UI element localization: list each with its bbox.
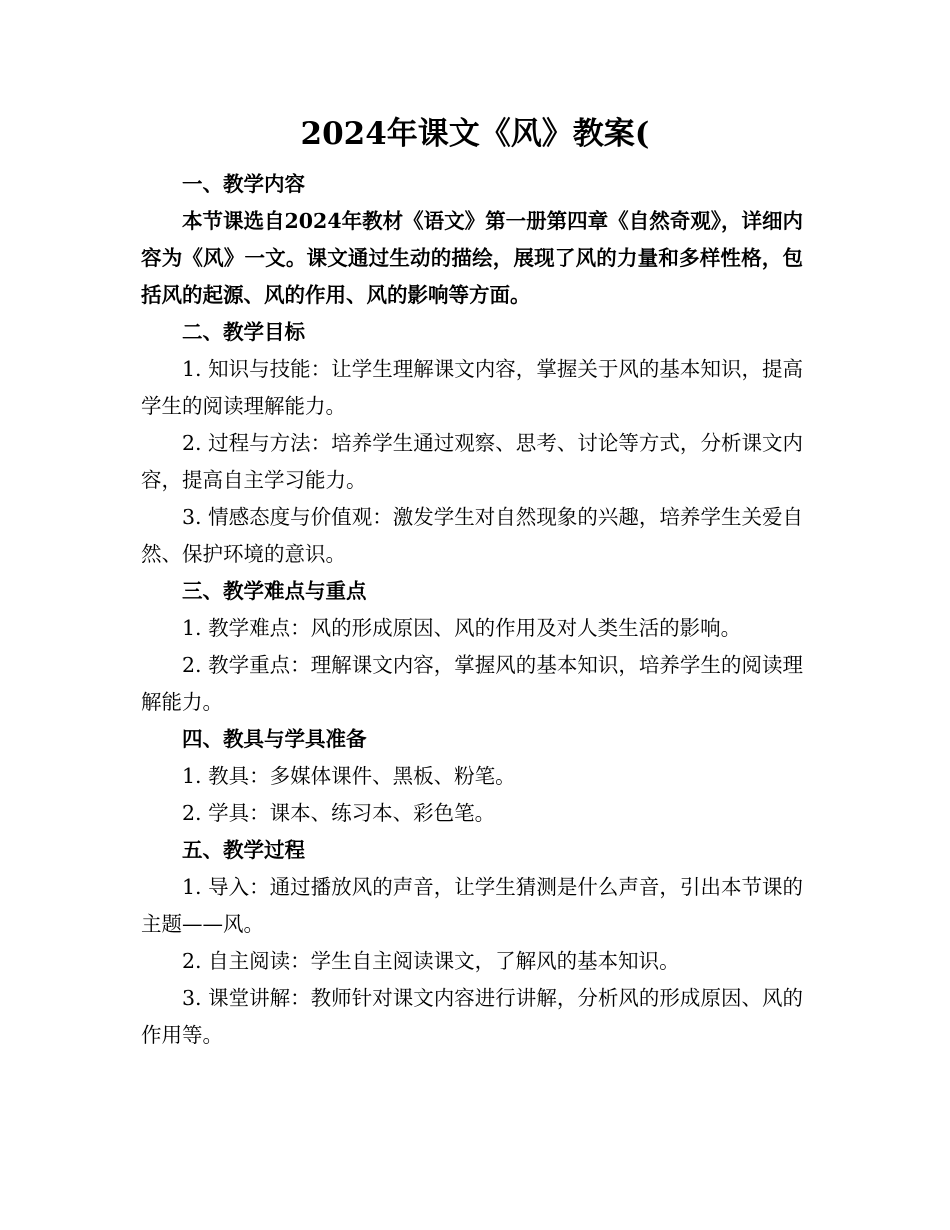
process-step: 3. 课堂讲解：教师针对课文内容进行讲解，分析风的形成原因、风的作用等。 (141, 986, 803, 1047)
document-title: 2024年课文《风》教案( (300, 116, 650, 152)
section-heading-process: 五、教学过程 (182, 838, 305, 862)
objective-item: 3. 情感态度与价值观：激发学生对自然现象的兴趣，培养学生关爱自然、保护环境的意识。 (141, 505, 803, 566)
section-heading-materials: 四、教具与学具准备 (182, 727, 367, 751)
objective-item: 1. 知识与技能：让学生理解课文内容，掌握关于风的基本知识，提高学生的阅读理解能力。 (141, 357, 803, 418)
section-heading-key-points: 三、教学难点与重点 (182, 579, 367, 603)
material-item: 2. 学具：课本、练习本、彩色笔。 (182, 801, 496, 825)
process-step: 2. 自主阅读：学生自主阅读课文，了解风的基本知识。 (182, 949, 680, 973)
document-body (141, 166, 803, 1054)
objective-item: 2. 过程与方法：培养学生通过观察、思考、讨论等方式，分析课文内容，提高自主学习能力。 (141, 431, 803, 492)
section-heading-objectives: 二、教学目标 (182, 320, 305, 344)
content-paragraph: 本节课选自2024年教材《语文》第一册第四章《自然奇观》，详细内容为《风》一文。课文通过生动的描绘，展现了风的力量和多样性格，包括风的起源、风的作用、风的影响等方面。 (141, 209, 803, 307)
material-item: 1. 教具：多媒体课件、黑板、粉笔。 (182, 764, 516, 788)
key-point-item: 2. 教学重点：理解课文内容，掌握风的基本知识，培养学生的阅读理解能力。 (141, 653, 803, 714)
process-step: 1. 导入：通过播放风的声音，让学生猜测是什么声音，引出本节课的主题——风。 (141, 875, 803, 936)
section-heading-content: 一、教学内容 (182, 172, 305, 196)
key-point-item: 1. 教学难点：风的形成原因、风的作用及对人类生活的影响。 (182, 616, 742, 640)
